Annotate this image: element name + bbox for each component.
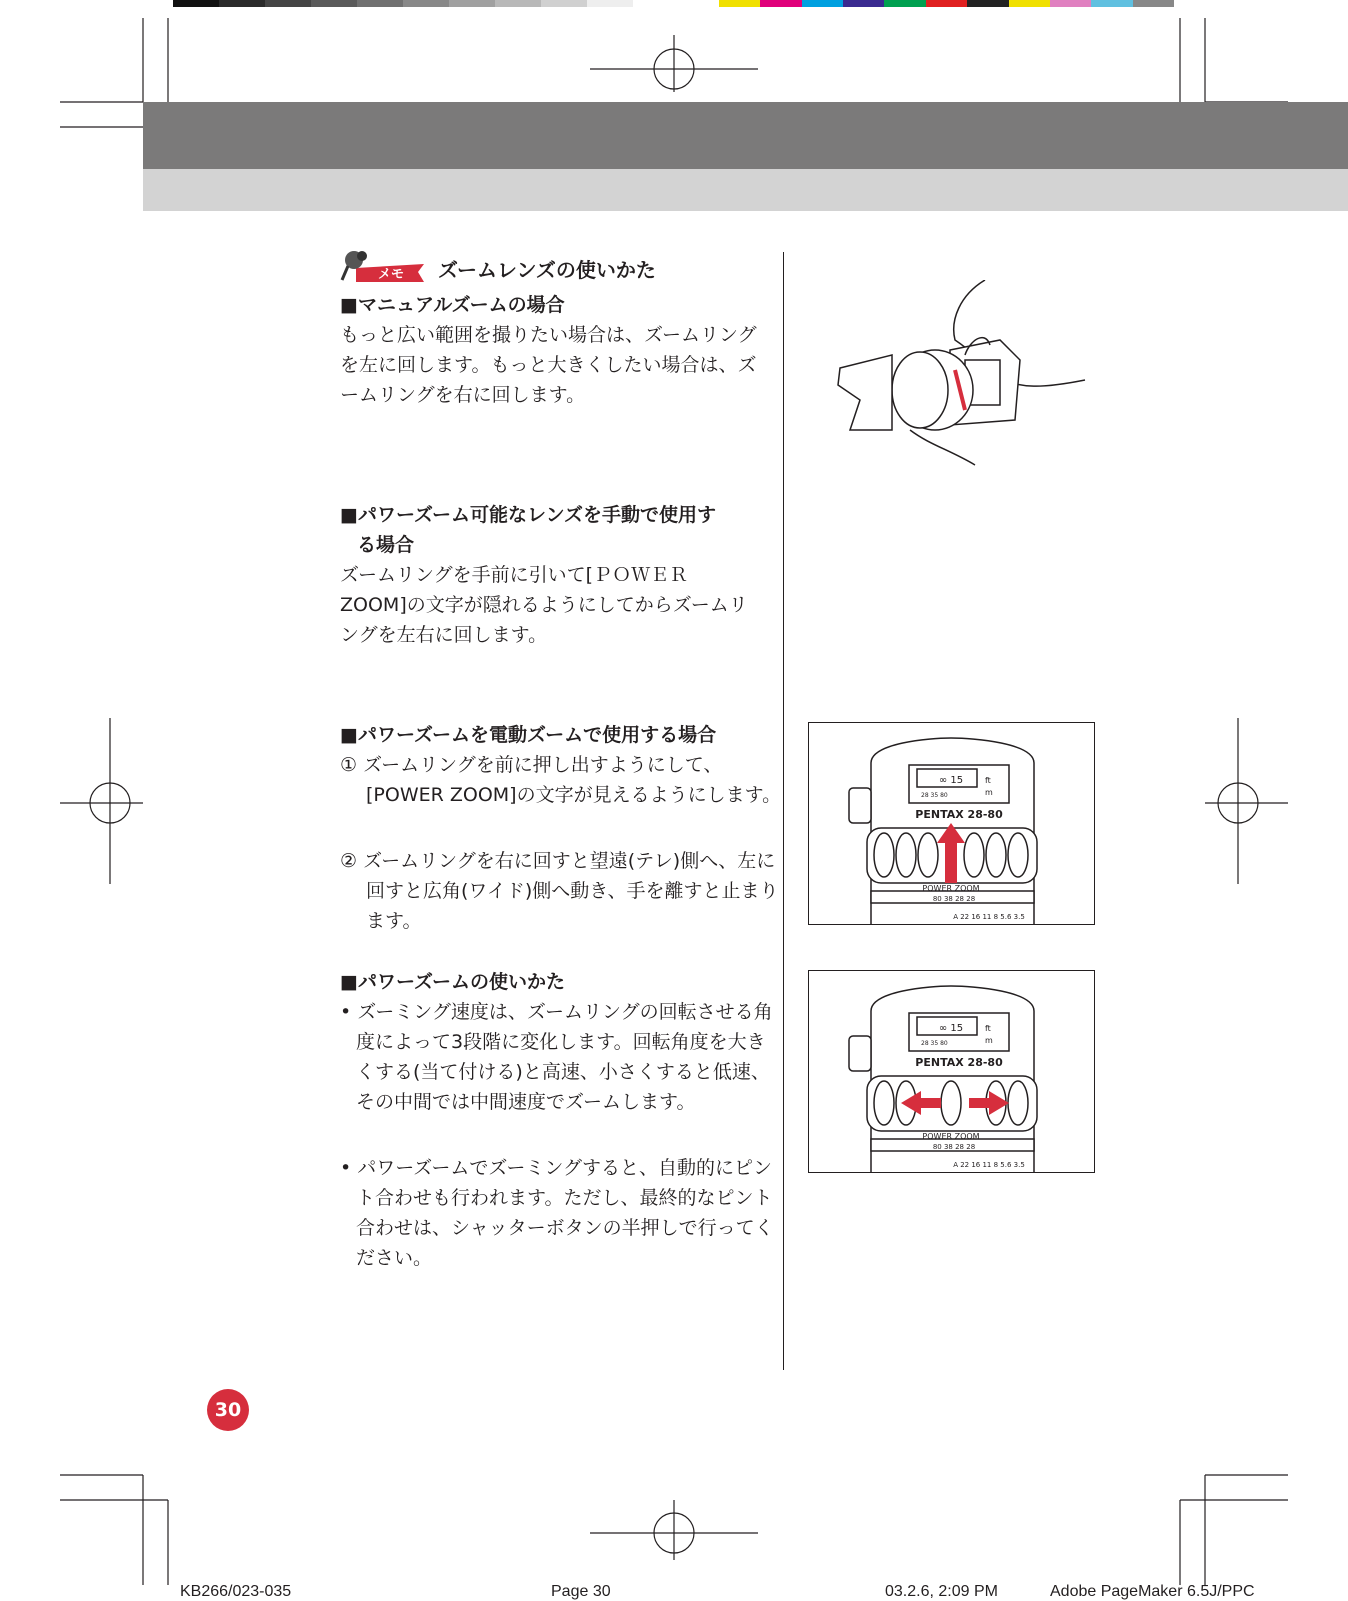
column-divider [783,252,784,1370]
footer-page: Page 30 [551,1583,611,1600]
power-zoom-label-2: POWER ZOOM [922,1132,980,1141]
unit-m-2: m [985,1036,993,1045]
footer-app: Adobe PageMaker 6.5J/PPC [1050,1583,1255,1600]
pushpin-memo-icon [340,250,430,286]
power-electric-step1: ① ズームリングを前に押し出すようにして、[POWER ZOOM]の文字が見えるようにします。 [340,754,782,806]
zoom-scale-label-2: 80 38 28 28 [932,1143,976,1151]
memo-badge-label: メモ [378,267,405,282]
lens-brand-label: PENTAX 28-80 [915,808,1003,821]
zoom-scale-label: 80 38 28 28 [932,895,976,903]
aperture-scale-label: A 22 16 11 8 5.6 3.5 [953,913,1025,921]
footer-file: KB266/023-035 [180,1583,292,1600]
power-manual-heading-line2: る場合 [357,534,415,556]
manual-zoom-text: もっと広い範囲を撮りたい場合は、ズームリングを左に回します。もっと大きくしたい場合は、ズームリングを右に回します。 [340,324,757,406]
unit-ft: ft [985,776,991,785]
focal-scale-2: 28 35 80 [921,1040,948,1047]
power-usage-bullet2: • パワーズームでズーミングすると、自動的にピント合わせも行われます。ただし、最終的なピント合わせは、シャッターボタンの半押しで行ってください。 [340,1157,774,1269]
memo-heading [340,250,656,286]
header-band-light [143,169,1348,211]
power-usage-bullet1: • ズーミング速度は、ズームリングの回転させる角度によって3段階に変化します。回転角度を大きくする(当て付ける)と高速、小さくすると低速、その中間では中間速度でズームします。 [340,1001,773,1113]
camera-hands-illustration [830,280,1090,475]
focal-scale: 28 35 80 [921,792,948,799]
distance-scale-top: ∞ 15 [938,775,964,786]
manual-zoom-heading: ■マニュアルズームの場合 [340,294,565,316]
power-manual-text: ズームリングを手前に引いて[ＰＯＷＥＲ ZOOM]の文字が隠れるようにしてからズームリングを左右に回します。 [340,564,748,646]
memo-title: ズームレンズの使いかた [438,257,656,282]
power-electric-step2: ② ズームリングを右に回すと望遠(テレ)側へ、左に回すと広角(ワイド)側へ動き、手を離すと止まります。 [340,850,779,932]
distance-scale-top-2: ∞ 15 [938,1023,964,1034]
footer-date: 03.2.6, 2:09 PM [885,1583,998,1600]
lens-push-illustration [808,722,1095,925]
page-number-badge: 30 [207,1389,249,1431]
power-electric-heading: ■パワーズームを電動ズームで使用する場合 [340,724,717,746]
header-band-dark [143,102,1348,169]
unit-m: m [985,788,993,797]
aperture-scale-label-2: A 22 16 11 8 5.6 3.5 [953,1161,1025,1169]
unit-ft-2: ft [985,1024,991,1033]
lens-brand-label-2: PENTAX 28-80 [915,1056,1003,1069]
power-zoom-label: POWER ZOOM [922,884,980,893]
lens-rotate-illustration [808,970,1095,1173]
power-usage-heading: ■パワーズームの使いかた [340,971,566,993]
power-manual-heading-line1: ■パワーズーム可能なレンズを手動で使用す [340,504,717,526]
